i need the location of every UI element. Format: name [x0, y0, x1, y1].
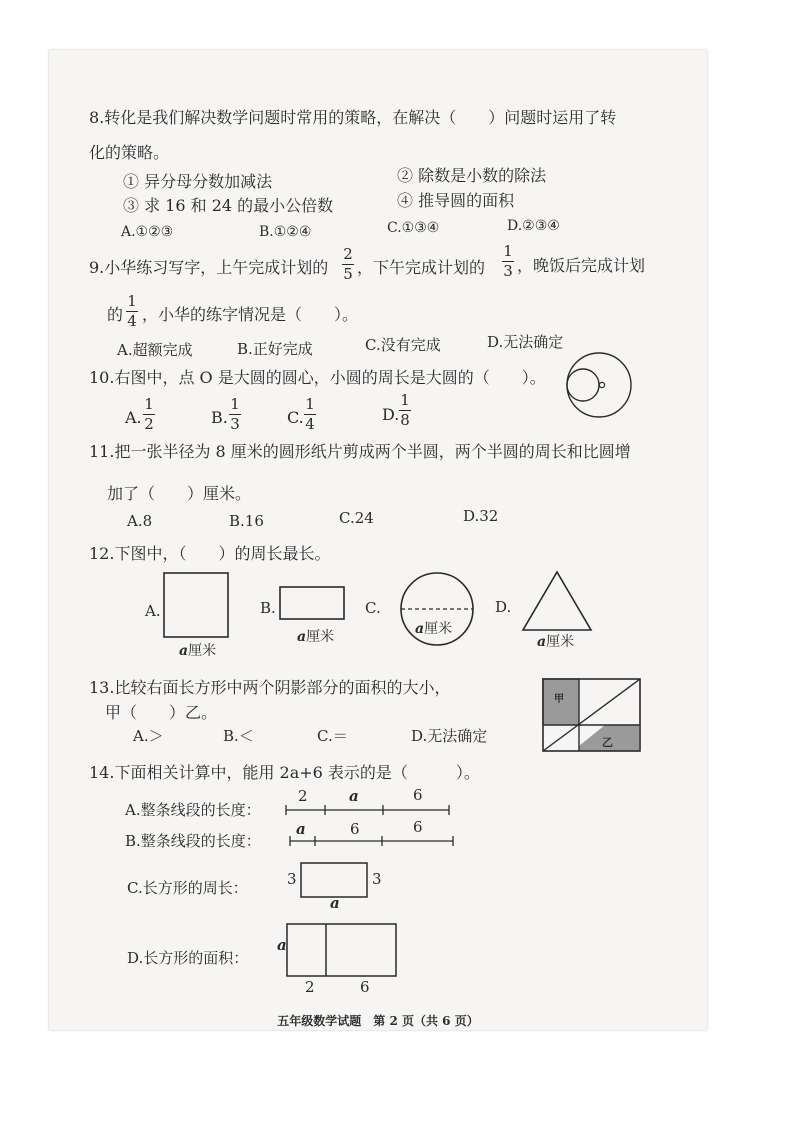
q12-d-caption: a厘米: [537, 634, 575, 650]
q9-stem-a: 9.小华练习写字，上午完成计划的: [89, 258, 329, 277]
q9-stem-e: ，小华的练字情况是（ ）。: [142, 305, 359, 324]
q14-c-right-label: 3: [372, 870, 382, 888]
q10-option-c-fraction: 1 4: [305, 395, 315, 433]
q10-option-b-fraction: 1 3: [230, 395, 240, 433]
q9-option-d[interactable]: D.无法确定: [487, 333, 564, 351]
q14-b-segment: [289, 834, 455, 848]
q13-label-jia: 甲: [554, 694, 564, 705]
q12-rectangle-figure: [279, 586, 345, 620]
q14-option-a-label[interactable]: A.整条线段的长度：: [125, 801, 261, 819]
q9-fraction-2-5: 2 5: [343, 245, 353, 283]
q12-a-caption: a厘米: [179, 643, 217, 659]
q14-b-seg-2: 6: [350, 820, 360, 838]
q12-option-d-label[interactable]: D.: [495, 598, 512, 616]
q14-b-seg-3: 6: [413, 818, 423, 836]
q12-b-caption: a厘米: [297, 629, 335, 645]
q14-a-segment: [285, 803, 451, 817]
q14-a-seg-1: 2: [298, 787, 308, 805]
q8-option-c[interactable]: C.①③④: [387, 220, 440, 236]
q10-stem: 10.右图中，点 O 是大圆的圆心，小圆的周长是大圆的（ ）。: [89, 368, 546, 387]
q11-option-c[interactable]: C.24: [339, 509, 374, 527]
q10-option-b-label[interactable]: B.: [211, 408, 228, 427]
q8-option-b[interactable]: B.①②④: [259, 224, 312, 240]
q13-option-d[interactable]: D.无法确定: [411, 727, 488, 745]
q9-option-a[interactable]: A.超额完成: [117, 341, 193, 359]
page-footer: 五年级数学试题 第 2 页（共 6 页）: [277, 1014, 479, 1028]
q14-a-seg-2: a: [349, 787, 359, 805]
q11-option-b[interactable]: B.16: [229, 512, 264, 530]
q9-option-b[interactable]: B.正好完成: [237, 340, 313, 358]
q9-fraction-1-4: 1 4: [127, 292, 137, 330]
q14-a-seg-3: 6: [413, 786, 423, 804]
q9-fraction-1-3: 1 3: [503, 242, 513, 280]
q13-option-c[interactable]: C.＝: [317, 727, 348, 745]
q12-c-caption: a厘米: [415, 621, 453, 637]
exam-page: [49, 50, 707, 1030]
q12-stem: 12.下图中，（ ）的周长最长。: [89, 544, 331, 563]
q8-stem-line2: 化的策略。: [89, 143, 170, 162]
q14-stem: 14.下面相关计算中，能用 2a+6 表示的是（ ）。: [89, 763, 480, 782]
q10-option-a-fraction: 1 2: [144, 395, 154, 433]
q14-b-seg-1: a: [296, 820, 306, 838]
q8-item-2: ② 除数是小数的除法: [397, 166, 547, 185]
q13-stem-line1: 13.比较右面长方形中两个阴影部分的面积的大小，: [89, 678, 451, 697]
q9-stem-d: 的: [107, 305, 124, 324]
q8-item-4: ④ 推导圆的面积: [397, 191, 515, 210]
q11-option-d[interactable]: D.32: [463, 507, 499, 525]
q12-option-a-label[interactable]: A.: [145, 602, 161, 620]
q14-c-bottom-label: a: [330, 894, 340, 912]
q10-option-a-label[interactable]: A.: [125, 408, 142, 427]
q14-c-left-label: 3: [287, 870, 297, 888]
q10-circles-figure: [564, 350, 634, 420]
q12-triangle-figure: [521, 570, 593, 632]
q14-d-bottom-label-1: 2: [305, 978, 315, 996]
q12-option-c-label[interactable]: C.: [365, 599, 381, 617]
q10-option-c-label[interactable]: C.: [287, 408, 304, 427]
q11-option-a[interactable]: A.8: [127, 512, 153, 530]
q9-stem-c: ，晚饭后完成计划: [517, 256, 646, 275]
q11-stem-line2: 加了（ ）厘米。: [107, 484, 252, 503]
q9-option-c[interactable]: C.没有完成: [365, 336, 441, 354]
q13-option-b[interactable]: B.＜: [223, 727, 254, 745]
q14-option-c-label[interactable]: C.长方形的周长：: [127, 879, 248, 897]
q14-option-b-label[interactable]: B.整条线段的长度：: [125, 832, 261, 850]
q13-option-a[interactable]: A.＞: [133, 727, 164, 745]
q8-option-a[interactable]: A.①②③: [121, 224, 174, 240]
q14-d-rectangle: [286, 923, 398, 977]
q8-stem-line1: 8.转化是我们解决数学问题时常用的策略，在解决（ ）问题时运用了转: [89, 108, 617, 127]
q9-stem-b: ，下午完成计划的: [357, 258, 486, 277]
q14-option-d-label[interactable]: D.长方形的面积：: [127, 949, 249, 967]
q8-item-3: ③ 求 16 和 24 的最小公倍数: [123, 196, 334, 215]
q12-option-b-label[interactable]: B.: [260, 599, 276, 617]
q13-label-yi: 乙: [602, 736, 613, 749]
q14-d-side-label: a: [277, 936, 287, 954]
q10-option-d-label[interactable]: D.: [382, 405, 400, 424]
q13-stem-line2: 甲（ ）乙。: [105, 703, 218, 722]
q8-option-d[interactable]: D.②③④: [507, 218, 560, 234]
q12-square-figure: [163, 572, 229, 638]
q10-option-d-fraction: 1 8: [400, 391, 410, 429]
q8-item-1: ① 异分母分数加减法: [123, 172, 273, 191]
q14-d-bottom-label-2: 6: [360, 978, 370, 996]
q11-stem-line1: 11.把一张半径为 8 厘米的圆形纸片剪成两个半圆，两个半圆的周长和比圆增: [89, 442, 631, 461]
